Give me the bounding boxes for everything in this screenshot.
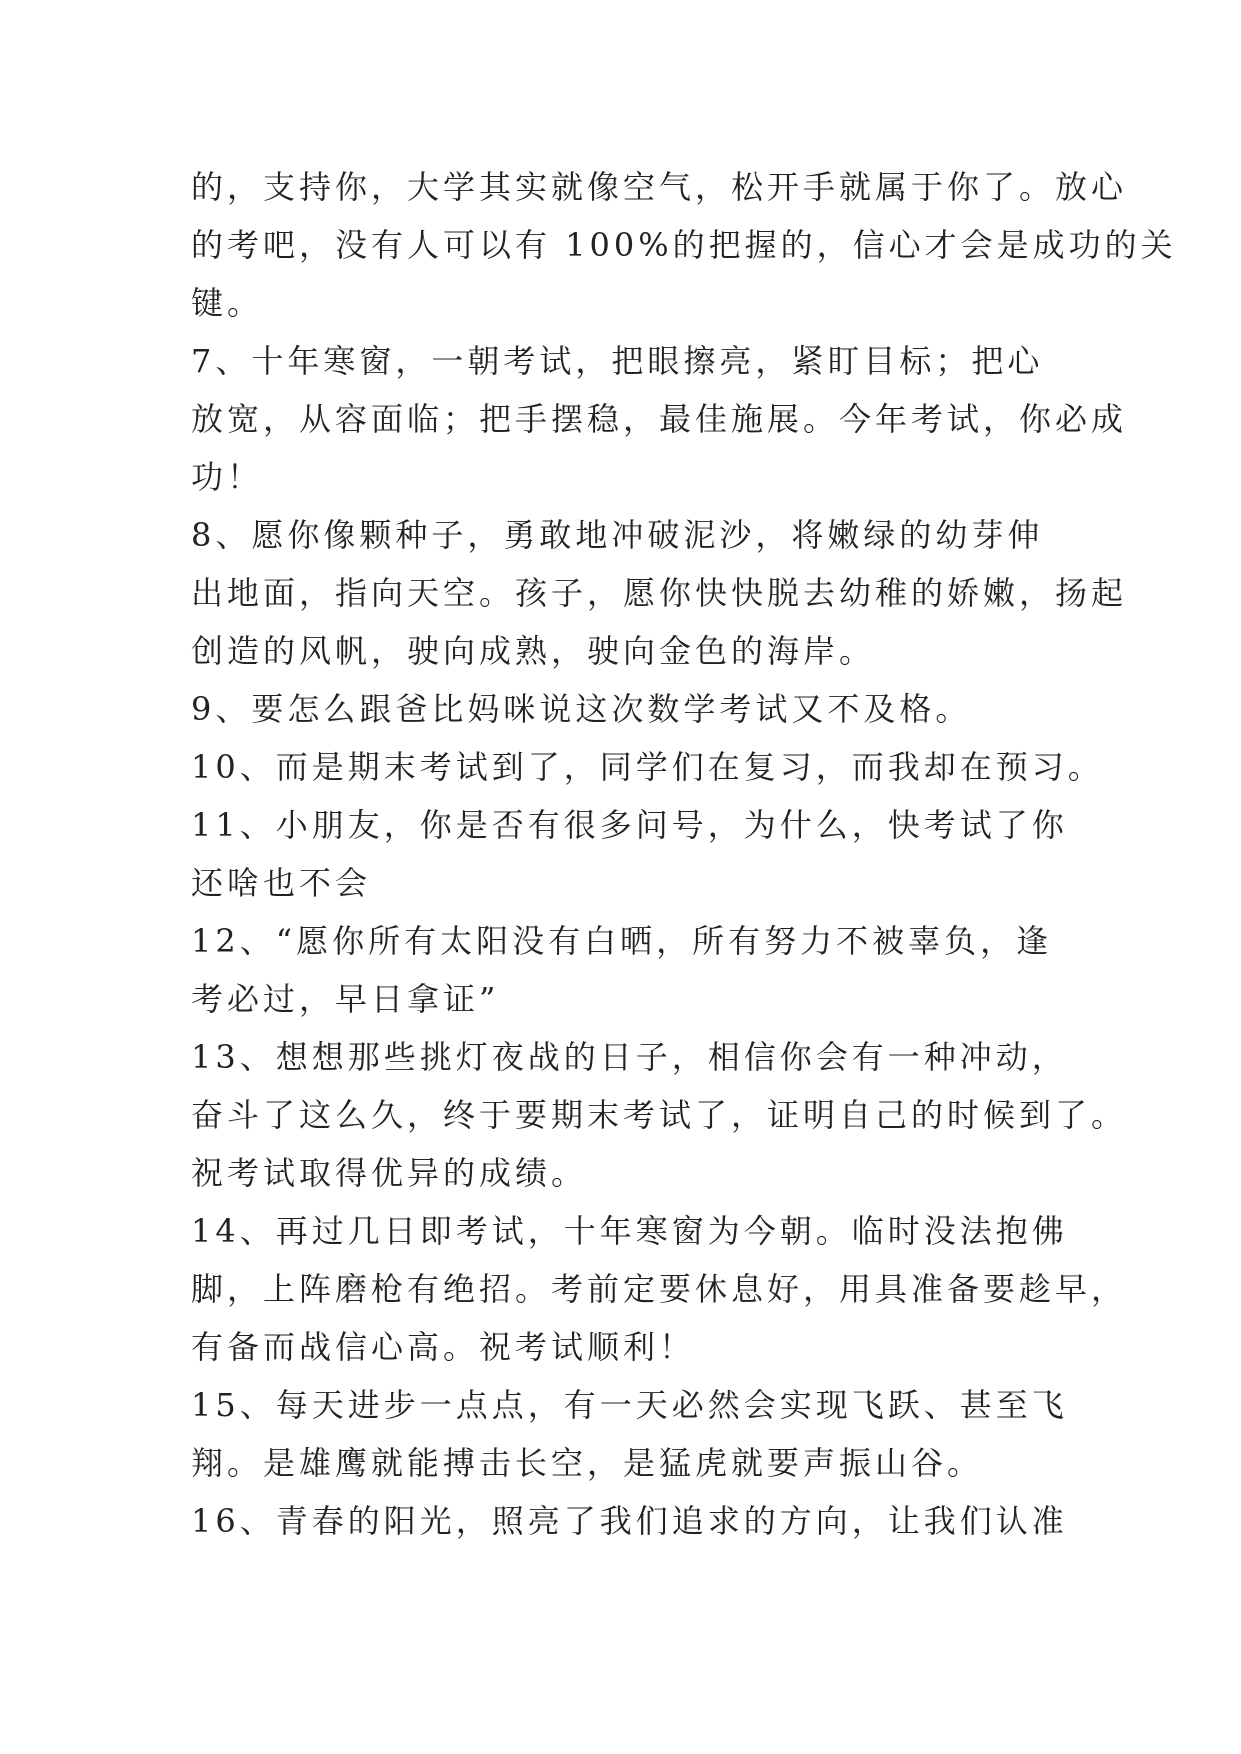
text-line: 16、青春的阳光，照亮了我们追求的方向，让我们认准 bbox=[191, 1502, 1068, 1540]
text-line: 13、想想那些挑灯夜战的日子，相信你会有一种冲动， bbox=[191, 1038, 1068, 1076]
text-line: 10、而是期末考试到了，同学们在复习，而我却在预习。 bbox=[191, 748, 1104, 786]
text-line: 的考吧，没有人可以有 100%的把握的，信心才会是成功的关 bbox=[191, 226, 1177, 264]
text-line: 15、每天进步一点点，有一天必然会实现飞跃、甚至飞 bbox=[191, 1386, 1068, 1424]
text-line: 键。 bbox=[191, 284, 264, 322]
text-line: 12、“愿你所有太阳没有白晒，所有努力不被辜负，逢 bbox=[191, 922, 1053, 960]
text-line: 还啥也不会 bbox=[191, 864, 372, 902]
text-line: 9、要怎么跟爸比妈咪说这次数学考试又不及格。 bbox=[191, 690, 972, 728]
text-line: 祝考试取得优异的成绩。 bbox=[191, 1154, 588, 1192]
text-line: 出地面，指向天空。孩子，愿你快快脱去幼稚的娇嫩，扬起 bbox=[191, 574, 1128, 612]
text-line: 奋斗了这么久，终于要期末考试了，证明自己的时候到了。 bbox=[191, 1096, 1128, 1134]
text-line: 11、小朋友，你是否有很多问号，为什么，快考试了你 bbox=[191, 806, 1068, 844]
text-line: 创造的风帆，驶向成熟，驶向金色的海岸。 bbox=[191, 632, 876, 670]
text-line: 的，支持你，大学其实就像空气，松开手就属于你了。放心 bbox=[191, 168, 1128, 206]
text-line: 放宽，从容面临；把手摆稳，最佳施展。今年考试，你必成 bbox=[191, 400, 1128, 438]
text-line: 7、十年寒窗，一朝考试，把眼擦亮，紧盯目标；把心 bbox=[191, 342, 1044, 380]
text-line: 考必过，早日拿证” bbox=[191, 980, 500, 1018]
text-line: 翔。是雄鹰就能搏击长空，是猛虎就要声振山谷。 bbox=[191, 1444, 984, 1482]
text-line: 有备而战信心高。祝考试顺利！ bbox=[191, 1328, 696, 1366]
text-line: 脚，上阵磨枪有绝招。考前定要休息好，用具准备要趁早， bbox=[191, 1270, 1128, 1308]
text-line: 功！ bbox=[191, 458, 264, 496]
document-body bbox=[191, 158, 1177, 1550]
text-line: 8、愿你像颗种子，勇敢地冲破泥沙，将嫩绿的幼芽伸 bbox=[191, 516, 1044, 554]
text-line: 14、再过几日即考试，十年寒窗为今朝。临时没法抱佛 bbox=[191, 1212, 1068, 1250]
